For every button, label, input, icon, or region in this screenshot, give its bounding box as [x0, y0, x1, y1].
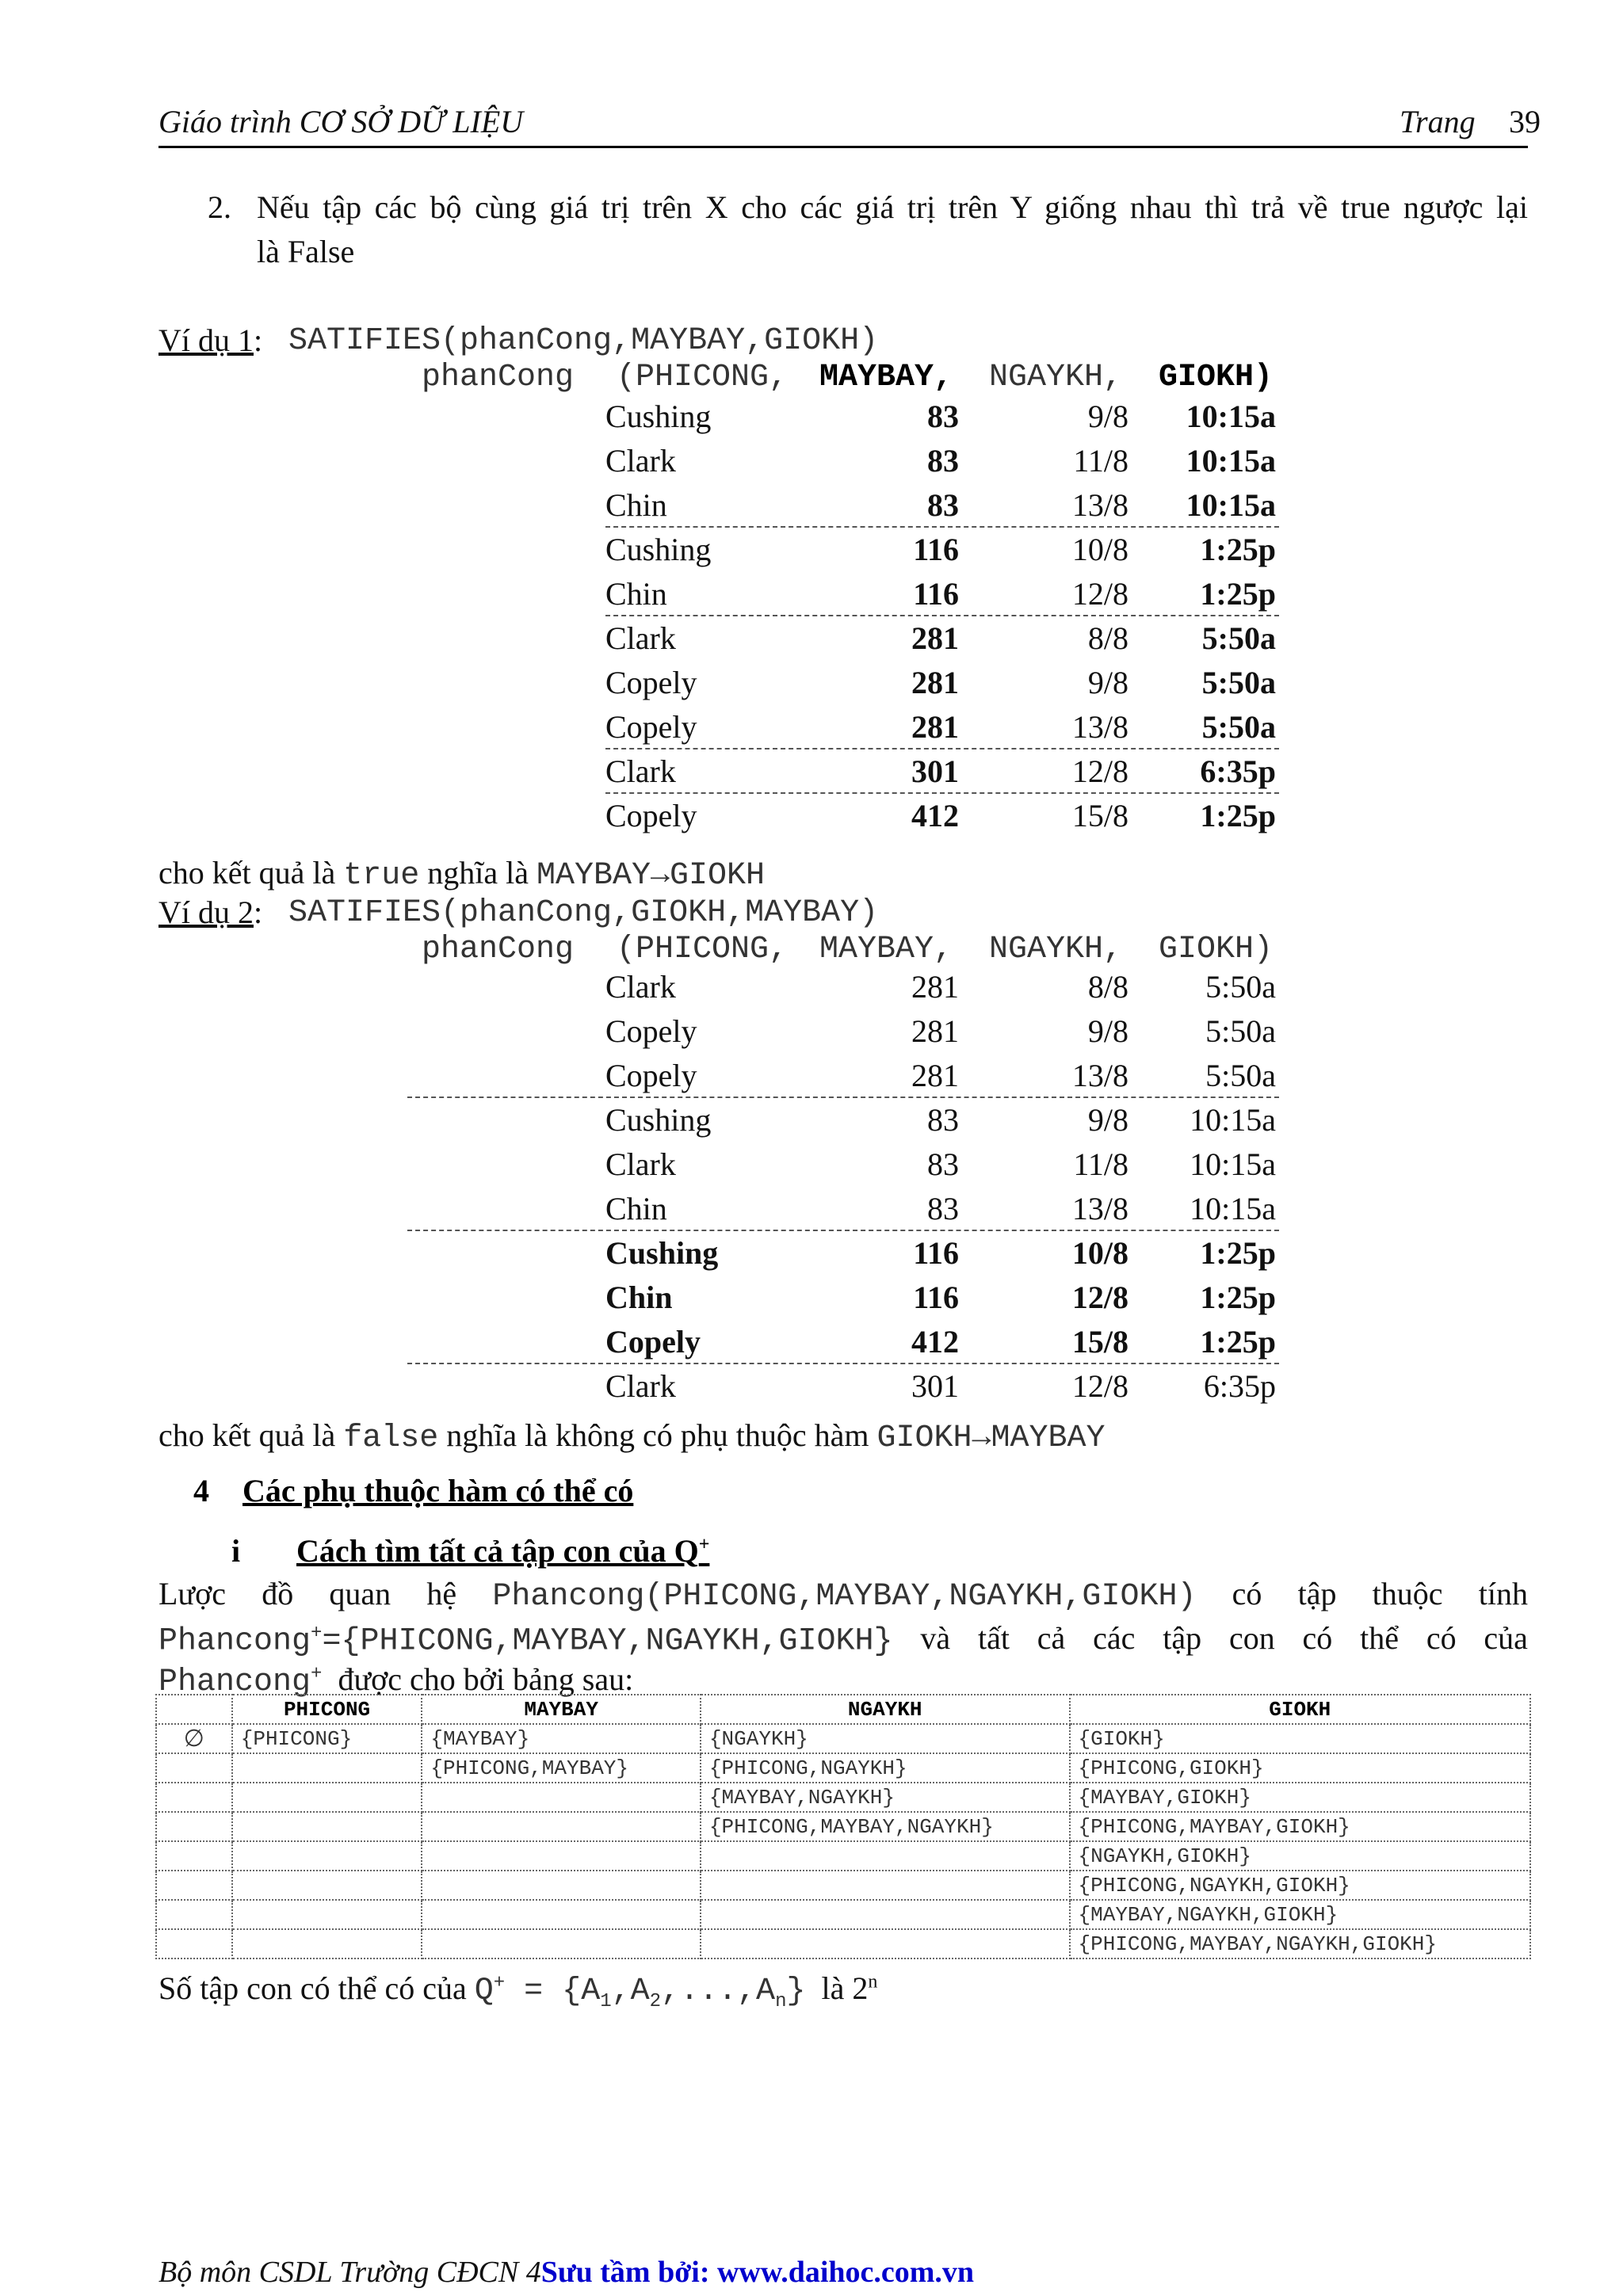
ex2-result-value: false: [343, 1421, 439, 1456]
cell-maybay: 83: [927, 1191, 959, 1226]
subset-cell: [232, 1929, 422, 1958]
subset-cell: {MAYBAY}: [422, 1724, 701, 1753]
table-row: [156, 1812, 1530, 1841]
group-separator: [605, 792, 1279, 794]
para-word: cả: [1037, 1620, 1066, 1656]
subset-cell: [156, 1841, 232, 1871]
cell-giokh: 5:50a: [1201, 665, 1276, 700]
subset-cell: [156, 1812, 232, 1841]
group-separator: [605, 615, 1279, 616]
table-row: [156, 1841, 1530, 1871]
cell-giokh: 1:25p: [1200, 798, 1276, 833]
cell-phicong: Clark: [605, 1368, 676, 1404]
para-line3-text: được cho bởi bảng sau:: [338, 1661, 634, 1697]
ex1-call: SATIFIES(phanCong,MAYBAY,GIOKH): [288, 323, 879, 359]
cell-phicong: Chin: [605, 487, 667, 523]
subset-cell: [156, 1753, 232, 1783]
cell-giokh: 10:15a: [1190, 1102, 1276, 1138]
cell-giokh: 1:25p: [1200, 532, 1276, 567]
subset-cell: [232, 1783, 422, 1812]
cell-maybay: 281: [911, 1013, 959, 1049]
item-text-line1: Nếu tập các bộ cùng giá trị trên X cho các giá trị trên Y giống nhau thì trả về true ngược lại: [257, 189, 1528, 225]
ex1-col-phicong: (PHICONG,: [617, 360, 789, 395]
cell-ngaykh: 8/8: [1087, 969, 1128, 1005]
subset-cell: [701, 1841, 1070, 1871]
cell-ngaykh: 13/8: [1071, 1191, 1128, 1226]
cell-phicong: Clark: [605, 620, 676, 656]
cell-phicong: Clark: [605, 1146, 676, 1182]
subset-cell: [701, 1900, 1070, 1929]
section-number: 4: [193, 1473, 209, 1508]
section-title: Các phụ thuộc hàm có thể có: [242, 1473, 634, 1508]
subset-cell: {PHICONG,GIOKH}: [1070, 1753, 1530, 1783]
cell-ngaykh: 15/8: [1071, 798, 1128, 833]
subsection-title-sup: +: [698, 1534, 710, 1555]
group-separator: [407, 1230, 1279, 1231]
cell-phicong: Copely: [605, 1013, 697, 1049]
subset-cell: {PHICONG,NGAYKH,GIOKH}: [1070, 1871, 1530, 1900]
cell-giokh: 10:15a: [1186, 487, 1276, 523]
subset-cell: [232, 1900, 422, 1929]
count-eq: = {A: [505, 1974, 601, 2009]
subset-cell: [701, 1871, 1070, 1900]
para-line2-set: [158, 1623, 893, 1659]
ex2-result-middle: nghĩa là không có phụ thuộc hàm: [446, 1417, 869, 1453]
subset-cell: {MAYBAY,NGAYKH}: [701, 1783, 1070, 1812]
subset-cell: ∅: [156, 1724, 232, 1753]
cell-maybay: 83: [927, 487, 959, 523]
subset-cell: [156, 1871, 232, 1900]
cell-phicong: Cushing: [605, 532, 712, 567]
ex1-result: [158, 854, 765, 894]
cell-giokh: 1:25p: [1200, 1280, 1276, 1315]
subset-cell: [422, 1812, 701, 1841]
subset-cell: [156, 1900, 232, 1929]
ex2-call: SATIFIES(phanCong,GIOKH,MAYBAY): [288, 895, 879, 931]
subset-header-cell: MAYBAY: [422, 1695, 701, 1724]
count-q-sup: +: [493, 1972, 506, 1994]
count-sub: n: [775, 1991, 787, 2012]
para-line1: [158, 1575, 1528, 1615]
subset-cell: [232, 1812, 422, 1841]
cell-phicong: Cushing: [605, 399, 712, 434]
cell-phicong: Cushing: [605, 1102, 712, 1138]
cell-maybay: 116: [913, 532, 959, 567]
cell-maybay: 83: [927, 1146, 959, 1182]
para-word: Lược: [158, 1576, 227, 1611]
cell-giokh: 6:35p: [1200, 753, 1276, 789]
subset-cell: {PHICONG,NGAYKH}: [701, 1753, 1070, 1783]
cell-giokh: 1:25p: [1200, 576, 1276, 612]
para-word: có: [1232, 1576, 1262, 1611]
subset-cell: [232, 1841, 422, 1871]
count-comma: ,...,A: [661, 1974, 776, 2009]
footer: [158, 2255, 974, 2290]
cell-phicong: Chin: [605, 1191, 667, 1226]
ex2-col-giokh: GIOKH): [1159, 932, 1274, 967]
ex2-label: Ví dụ 2: [158, 894, 254, 930]
para-word: và: [920, 1620, 951, 1656]
para-word: tập: [1297, 1576, 1337, 1611]
para-line2: [158, 1619, 1528, 1659]
ex1-heading: [158, 322, 262, 359]
count-line-formula: [474, 1972, 806, 2012]
cell-ngaykh: 13/8: [1071, 1058, 1128, 1093]
cell-ngaykh: 11/8: [1073, 1146, 1128, 1182]
ex1-label: Ví dụ 1: [158, 322, 254, 358]
cell-ngaykh: 9/8: [1087, 665, 1128, 700]
ex2-result-prefix: cho kết quả là: [158, 1417, 336, 1453]
cell-phicong: Copely: [605, 665, 697, 700]
cell-ngaykh: 12/8: [1071, 1280, 1128, 1315]
para-word: của: [1484, 1620, 1528, 1656]
group-separator: [407, 1097, 1279, 1098]
cell-phicong: Copely: [605, 1324, 701, 1360]
cell-ngaykh: 9/8: [1087, 1102, 1128, 1138]
subset-cell: {MAYBAY,NGAYKH,GIOKH}: [1070, 1900, 1530, 1929]
para-line3-code: Phancong: [158, 1665, 311, 1700]
ex1-result-prefix: cho kết quả là: [158, 855, 336, 891]
cell-phicong: Clark: [605, 443, 676, 479]
table-row: [156, 1871, 1530, 1900]
cell-maybay: 281: [911, 665, 959, 700]
header-page-number: 39: [1509, 104, 1541, 139]
para-word: hệ: [426, 1576, 457, 1611]
para-word: có: [1302, 1620, 1333, 1656]
cell-maybay: 116: [913, 1280, 959, 1315]
para-word: thể: [1360, 1620, 1399, 1656]
cell-giokh: 5:50a: [1205, 969, 1276, 1005]
subset-cell: [422, 1871, 701, 1900]
ex2-relation-name: phanCong: [422, 932, 575, 967]
cell-phicong: Copely: [605, 798, 697, 833]
count-line: [158, 1970, 877, 2012]
cell-ngaykh: 13/8: [1071, 487, 1128, 523]
ex1-result-value: true: [343, 858, 420, 894]
count-line-text: Số tập con có thể có của: [158, 1970, 467, 2006]
subsection-title: [296, 1532, 709, 1569]
cell-phicong: Copely: [605, 709, 697, 745]
para-word: tất: [977, 1620, 1010, 1656]
cell-phicong: Cushing: [605, 1235, 719, 1271]
group-separator: [605, 526, 1279, 528]
cell-giokh: 10:15a: [1190, 1146, 1276, 1182]
subset-cell: [232, 1753, 422, 1783]
table-row: [156, 1753, 1530, 1783]
cell-phicong: Clark: [605, 753, 676, 789]
subset-cell: {PHICONG}: [232, 1724, 422, 1753]
subset-cell: {GIOKH}: [1070, 1724, 1530, 1753]
cell-maybay: 281: [911, 709, 959, 745]
ex2-col-ngaykh: NGAYKH,: [989, 932, 1123, 967]
cell-phicong: Chin: [605, 576, 667, 612]
para-word: các: [1093, 1620, 1136, 1656]
para-line2-code: Phancong: [158, 1623, 311, 1659]
subset-header-cell: PHICONG: [232, 1695, 422, 1724]
subset-cell: [422, 1900, 701, 1929]
ex1-result-middle: nghĩa là: [427, 855, 529, 891]
subsection-title-text: Cách tìm tất cả tập con của Q: [296, 1533, 699, 1569]
footer-left: Bộ môn CSDL Trường CĐCN 4: [158, 2256, 541, 2289]
cell-phicong: Chin: [605, 1280, 673, 1315]
cell-ngaykh: 11/8: [1073, 443, 1128, 479]
cell-giokh: 5:50a: [1205, 1058, 1276, 1093]
ex1-col-ngaykh: NGAYKH,: [989, 360, 1123, 395]
para-word: con: [1228, 1620, 1275, 1656]
cell-giokh: 5:50a: [1201, 620, 1276, 656]
subset-table: [155, 1694, 1531, 1959]
cell-ngaykh: 8/8: [1087, 620, 1128, 656]
table-row: [156, 1900, 1530, 1929]
cell-ngaykh: 9/8: [1087, 1013, 1128, 1049]
subset-cell: [701, 1929, 1070, 1958]
count-tail: là 2: [821, 1970, 869, 2006]
cell-maybay: 281: [911, 1058, 959, 1093]
item-text-line2: là False: [257, 234, 355, 269]
ex2-result-dependency: GIOKH→MAYBAY: [876, 1421, 1106, 1456]
group-separator: [407, 1363, 1279, 1364]
subset-cell: {NGAYKH}: [701, 1724, 1070, 1753]
ex1-col-giokh: GIOKH): [1159, 360, 1274, 395]
count-comma: ,A: [611, 1974, 650, 2009]
subset-cell: [156, 1783, 232, 1812]
subset-header-cell: [156, 1695, 232, 1724]
ex1-relation-name: phanCong: [422, 360, 575, 395]
cell-maybay: 83: [927, 443, 959, 479]
subset-cell: {PHICONG,MAYBAY,NGAYKH}: [701, 1812, 1070, 1841]
ex1-col-maybay: MAYBAY,: [819, 360, 953, 395]
cell-maybay: 281: [911, 969, 959, 1005]
cell-ngaykh: 12/8: [1071, 1368, 1128, 1404]
para-line2-sup: +: [311, 1622, 323, 1644]
ex1-result-dependency: MAYBAY→GIOKH: [537, 858, 766, 894]
item-marker: 2.: [208, 189, 231, 225]
subset-cell: [422, 1783, 701, 1812]
cell-giokh: 10:15a: [1190, 1191, 1276, 1226]
count-sub: 2: [649, 1991, 662, 2012]
cell-maybay: 412: [911, 1324, 959, 1360]
footer-source-link[interactable]: Sưu tầm bởi: www.daihoc.com.vn: [540, 2256, 975, 2289]
ex2-result: [158, 1417, 1106, 1456]
cell-maybay: 412: [911, 798, 959, 833]
subset-cell: {PHICONG,MAYBAY,GIOKH}: [1070, 1812, 1530, 1841]
ex1-colon: :: [254, 322, 263, 358]
cell-giokh: 5:50a: [1201, 709, 1276, 745]
para-word: đồ: [262, 1576, 294, 1611]
subset-cell: [156, 1929, 232, 1958]
para-line3-sup: +: [311, 1663, 323, 1685]
subset-table-header: [156, 1695, 1530, 1724]
subset-header-cell: GIOKH: [1070, 1695, 1530, 1724]
cell-ngaykh: 9/8: [1087, 399, 1128, 434]
para-word: có: [1426, 1620, 1457, 1656]
count-sub: 1: [600, 1991, 612, 2012]
header-page-label: Trang: [1400, 104, 1476, 139]
cell-giokh: 1:25p: [1200, 1324, 1276, 1360]
ex2-heading: [158, 894, 262, 931]
para-word: tính: [1478, 1576, 1528, 1611]
cell-ngaykh: 10/8: [1071, 1235, 1128, 1271]
group-separator: [605, 748, 1279, 749]
para-word: thuộc: [1372, 1576, 1443, 1611]
cell-ngaykh: 12/8: [1071, 576, 1128, 612]
cell-ngaykh: 10/8: [1071, 532, 1128, 567]
cell-maybay: 83: [927, 1102, 959, 1138]
count-q: Q: [474, 1974, 494, 2009]
cell-maybay: 301: [911, 753, 959, 789]
para-word: tập: [1163, 1620, 1202, 1656]
count-close: }: [786, 1974, 806, 2009]
subsection-number: i: [231, 1533, 241, 1569]
count-tail-sup: n: [868, 1971, 878, 1993]
cell-maybay: 116: [913, 1235, 959, 1271]
subset-cell: [232, 1871, 422, 1900]
para-line2-attrs: ={PHICONG,MAYBAY,NGAYKH,GIOKH}: [322, 1623, 893, 1659]
subset-cell: {MAYBAY,GIOKH}: [1070, 1783, 1530, 1812]
cell-phicong: Copely: [605, 1058, 697, 1093]
cell-giokh: 10:15a: [1186, 399, 1276, 434]
table-row: [156, 1783, 1530, 1812]
cell-ngaykh: 15/8: [1071, 1324, 1128, 1360]
cell-maybay: 301: [911, 1368, 959, 1404]
ex2-colon: :: [254, 894, 263, 930]
cell-maybay: 83: [927, 399, 959, 434]
para-word: quan: [329, 1576, 391, 1611]
cell-ngaykh: 13/8: [1071, 709, 1128, 745]
subset-cell: {NGAYKH,GIOKH}: [1070, 1841, 1530, 1871]
subset-cell: {PHICONG,MAYBAY,NGAYKH,GIOKH}: [1070, 1929, 1530, 1958]
ex2-col-maybay: MAYBAY,: [819, 932, 953, 967]
cell-giokh: 1:25p: [1200, 1235, 1276, 1271]
subset-cell: [422, 1929, 701, 1958]
para-schema: Phancong(PHICONG,MAYBAY,NGAYKH,GIOKH): [492, 1579, 1197, 1615]
cell-ngaykh: 12/8: [1071, 753, 1128, 789]
subset-cell: [422, 1841, 701, 1871]
subset-cell: {PHICONG,MAYBAY}: [422, 1753, 701, 1783]
table-row: [156, 1724, 1530, 1753]
cell-maybay: 116: [913, 576, 959, 612]
header-title: Giáo trình CƠ SỞ DỮ LIỆU: [158, 104, 524, 139]
cell-giokh: 6:35p: [1203, 1368, 1276, 1404]
ex2-col-phicong: (PHICONG,: [617, 932, 789, 967]
cell-phicong: Clark: [605, 969, 676, 1005]
table-row: [156, 1929, 1530, 1958]
cell-giokh: 5:50a: [1205, 1013, 1276, 1049]
subset-header-cell: NGAYKH: [701, 1695, 1070, 1724]
cell-giokh: 10:15a: [1186, 443, 1276, 479]
header-rule: [158, 146, 1528, 148]
cell-maybay: 281: [911, 620, 959, 656]
